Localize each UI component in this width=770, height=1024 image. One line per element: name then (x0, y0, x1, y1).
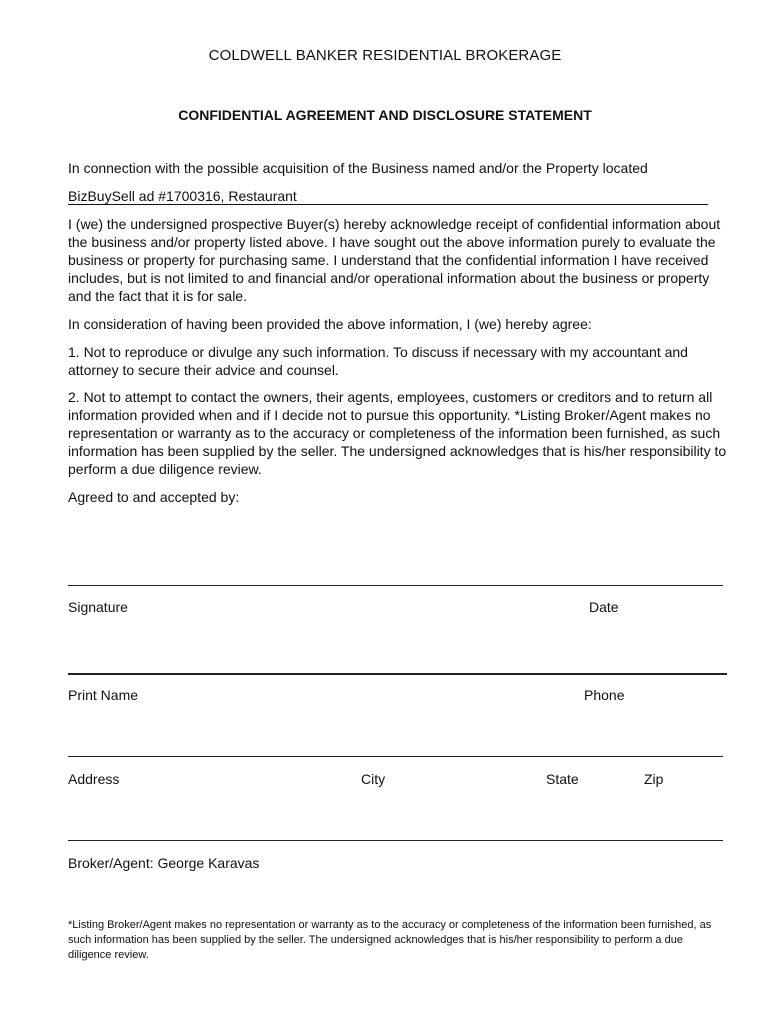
company-name: COLDWELL BANKER RESIDENTIAL BROKERAGE (208, 47, 562, 64)
term-1-paragraph: 1. Not to reproduce or divulge any such information. To discuss if necessary with my accountant and attorney to secure their advice and counsel. (68, 344, 688, 378)
signature-line[interactable] (68, 585, 723, 586)
intro-paragraph: In connection with the possible acquisition of the Business named and/or the Property located (68, 160, 648, 176)
zip-label: Zip (644, 771, 664, 787)
print-name-line[interactable] (68, 673, 727, 675)
phone-label: Phone (584, 687, 625, 703)
agreed-label: Agreed to and accepted by: (68, 489, 240, 505)
date-label: Date (589, 599, 619, 615)
consideration-paragraph: In consideration of having been provided the above information, I (we) hereby agree: (68, 316, 592, 332)
property-reference: BizBuySell ad #1700316, Restaurant (68, 187, 708, 205)
disclaimer-footnote: *Listing Broker/Agent makes no representation or warranty as to the accuracy or completeness of the information been furnished, as such information has been supplied by the seller. The undersigned acknowledges that is his/her responsibility to perform a due diligence review. (68, 919, 712, 961)
signature-label: Signature (68, 599, 128, 615)
document-title: CONFIDENTIAL AGREEMENT AND DISCLOSURE STATEMENT (178, 107, 592, 123)
broker-line[interactable] (68, 840, 723, 841)
address-label: Address (68, 771, 120, 787)
term-2-paragraph: 2. Not to attempt to contact the owners, their agents, employees, customers or creditors and to return all information provided when and if I decide not to pursue this opportunity. *Listing Broker/Agent makes no representation or warranty as to the accuracy or completeness of the information been furnished, as such information has been supplied by the seller. The undersigned acknowledges that is his/her responsibility to perform a due diligence review. (68, 389, 727, 477)
address-line[interactable] (68, 756, 723, 757)
acknowledgement-paragraph: I (we) the undersigned prospective Buyer(s) hereby acknowledge receipt of confidential information about the business and/or property listed above. I have sought out the above information purely to evaluate the business or property for purchasing same. I understand that the confidential information I have received includes, but is not limited to and financial and/or operational information about the business or property and the fact that it is for sale. (68, 216, 721, 304)
broker-agent: Broker/Agent: George Karavas (68, 855, 260, 871)
print-name-label: Print Name (68, 687, 139, 703)
state-label: State (546, 771, 579, 787)
city-label: City (361, 771, 386, 787)
